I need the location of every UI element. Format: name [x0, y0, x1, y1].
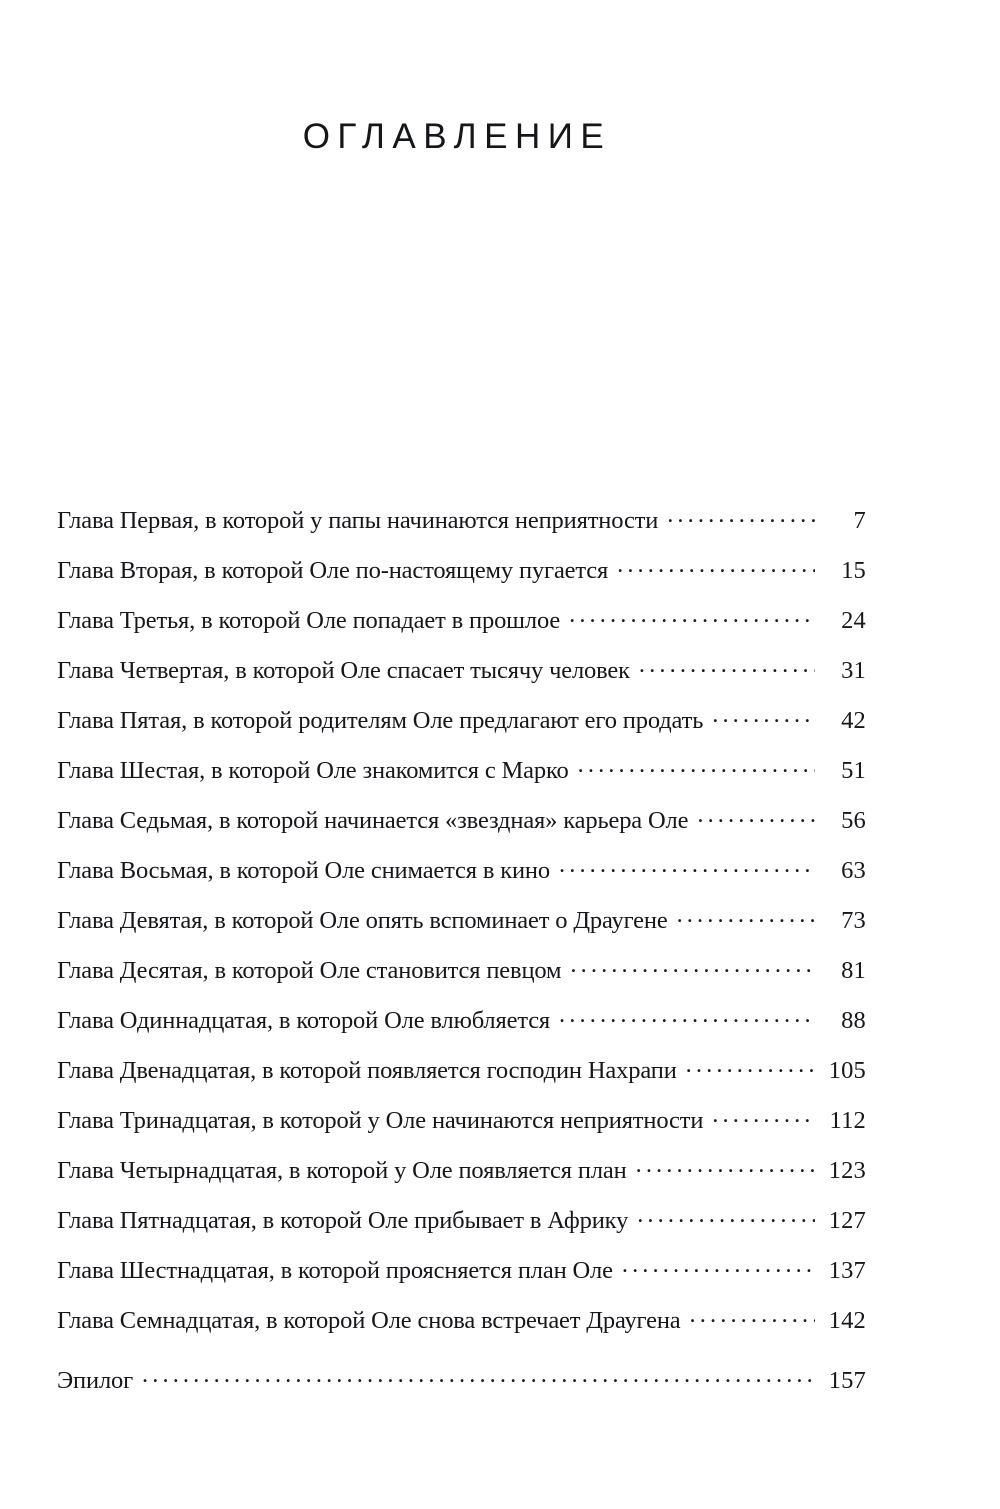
toc-entry[interactable] — [57, 1003, 866, 1053]
toc-page-number: 31 — [841, 656, 866, 684]
toc-page-number: 142 — [828, 1306, 866, 1334]
toc-entry[interactable] — [57, 1103, 866, 1153]
toc-page-number: 127 — [828, 1206, 866, 1234]
toc-dot-leader — [686, 1053, 815, 1078]
toc-entry-title: Глава Пятнадцатая, в которой Оле прибывает в Африку — [57, 1206, 629, 1234]
toc-entry[interactable] — [57, 503, 866, 553]
toc-page-number: 73 — [841, 906, 866, 934]
toc-dot-leader — [697, 803, 815, 828]
toc-dot-leader — [578, 753, 815, 778]
toc-page-number: 105 — [828, 1056, 866, 1084]
toc-entry[interactable] — [57, 1203, 866, 1253]
toc-entry[interactable] — [57, 1363, 866, 1413]
toc-dot-leader — [636, 1153, 815, 1178]
toc-dot-leader — [639, 653, 815, 678]
toc-entry-title: Глава Шестая, в которой Оле знакомится с Марко — [57, 756, 569, 784]
page-title: ОГЛАВЛЕНИЕ — [302, 117, 612, 157]
toc-entry[interactable] — [57, 1303, 866, 1353]
toc-entry[interactable] — [57, 653, 866, 703]
toc-entry-title: Глава Четвертая, в которой Оле спасает тысячу человек — [57, 656, 630, 684]
toc-dot-leader — [142, 1363, 815, 1388]
toc-entry-title: Глава Седьмая, в которой начинается «звездная» карьера Оле — [57, 806, 689, 834]
toc-entry-title: Глава Одиннадцатая, в которой Оле влюбляется — [57, 1006, 551, 1034]
toc-entry[interactable] — [57, 803, 866, 853]
toc-dot-leader — [570, 953, 815, 978]
toc-page-number: 81 — [841, 956, 866, 984]
toc-entry-title: Глава Восьмая, в которой Оле снимается в кино — [57, 856, 550, 884]
toc-entry-title: Эпилог — [57, 1366, 134, 1394]
toc-dot-leader — [690, 1303, 815, 1328]
toc-dot-leader — [569, 603, 815, 628]
toc-entry[interactable] — [57, 1053, 866, 1103]
toc-entry[interactable] — [57, 953, 866, 1003]
toc-entry-title: Глава Шестнадцатая, в которой проясняется план Оле — [57, 1256, 613, 1284]
toc-entry-title: Глава Девятая, в которой Оле опять вспоминает о Драугене — [57, 906, 668, 934]
toc-entry[interactable] — [57, 903, 866, 953]
toc-page-number: 56 — [841, 806, 866, 834]
toc-page-number: 157 — [828, 1366, 866, 1394]
toc-entry-title: Глава Вторая, в которой Оле по-настоящему пугается — [57, 556, 609, 584]
toc-entry[interactable] — [57, 703, 866, 753]
toc-entry-title: Глава Первая, в которой у папы начинаются неприятности — [57, 506, 659, 534]
toc-entry-title: Глава Третья, в которой Оле попадает в прошлое — [57, 606, 561, 634]
toc-entry[interactable] — [57, 553, 866, 603]
toc-dot-leader — [637, 1203, 815, 1228]
table-of-contents-list — [57, 503, 866, 1413]
toc-entry-title: Глава Тринадцатая, в которой у Оле начинаются неприятности — [57, 1106, 704, 1134]
toc-page-number: 51 — [841, 756, 866, 784]
toc-entry[interactable] — [57, 853, 866, 903]
toc-entry-title: Глава Десятая, в которой Оле становится певцом — [57, 956, 562, 984]
toc-page-number: 15 — [841, 556, 866, 584]
toc-entry-title: Глава Пятая, в которой родителям Оле предлагают его продать — [57, 706, 704, 734]
toc-entry[interactable] — [57, 603, 866, 653]
toc-entry[interactable] — [57, 1253, 866, 1303]
toc-dot-leader — [622, 1253, 815, 1278]
toc-entry-title: Глава Четырнадцатая, в которой у Оле появляется план — [57, 1156, 627, 1184]
toc-entry[interactable] — [57, 1153, 866, 1203]
toc-page-number: 112 — [829, 1106, 866, 1134]
toc-dot-leader — [712, 703, 815, 728]
toc-page-number: 88 — [841, 1006, 866, 1034]
toc-dot-leader — [677, 903, 815, 928]
toc-entry[interactable] — [57, 753, 866, 803]
toc-dot-leader — [559, 853, 815, 878]
toc-dot-leader — [667, 503, 815, 528]
toc-page-number: 24 — [841, 606, 866, 634]
toc-dot-leader — [559, 1003, 815, 1028]
toc-page-number: 63 — [841, 856, 866, 884]
toc-page-number: 137 — [828, 1256, 866, 1284]
toc-page-number: 7 — [853, 506, 866, 534]
toc-page-number: 123 — [828, 1156, 866, 1184]
toc-page-number: 42 — [841, 706, 866, 734]
toc-dot-leader — [712, 1103, 815, 1128]
toc-entry-title: Глава Семнадцатая, в которой Оле снова встречает Драугена — [57, 1306, 681, 1334]
toc-entry-title: Глава Двенадцатая, в которой появляется господин Нахрапи — [57, 1056, 677, 1084]
toc-dot-leader — [617, 553, 815, 578]
